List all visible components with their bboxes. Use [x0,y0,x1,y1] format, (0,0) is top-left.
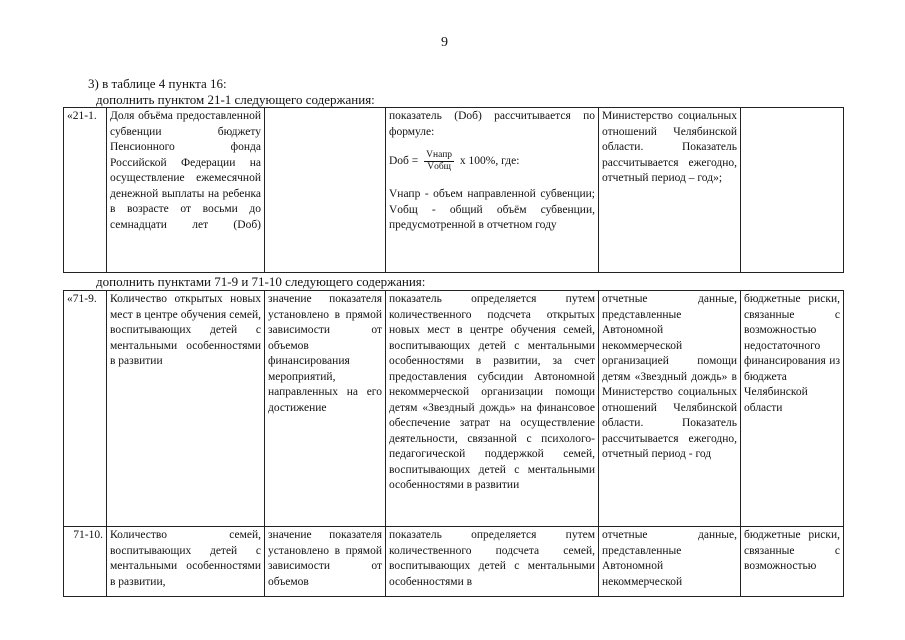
amendment-heading: 3) в таблице 4 пункта 16: [88,76,227,91]
formula-lhs: Dоб = [389,155,419,168]
formula-rhs: x 100%, где: [459,155,520,168]
indicator-name: Количество открытых новых мест в центре обучения семей, воспитывающих детей с ментальными особенностями в развитии [107,291,265,527]
empty-cell [265,108,386,273]
page-number: 9 [441,35,448,50]
calculation-method [386,108,599,273]
item-number: «71-9. [64,291,107,527]
table-row [64,108,844,273]
amendment-instruction-1: дополнить пунктом 21-1 следующего содержания: [96,92,375,107]
variable-definition-2: Vобщ - общий объём субвенции, предусмотренной в отчетном году [389,203,595,231]
formula [389,150,595,173]
data-source: Министерство социальных отношений Челябинской области. Показатель рассчитывается ежегодно, отчетный период – год»; [599,108,741,273]
indicator-relation: значение показателя установлено в прямой зависимости от объемов [265,527,386,597]
risks: бюджетные риски, связанные с возможностью недостаточного финансирования из бюджета Челябинской области [741,291,844,527]
data-source: отчетные данные, представленные Автономной некоммерческой [599,527,741,597]
risks: бюджетные риски, связанные с возможностью [741,527,844,597]
indicator-relation: значение показателя установлено в прямой зависимости от объемов финансирования мероприятий, направленных на его достижение [265,291,386,527]
item-number: 71-10. [64,527,107,597]
formula-fraction [424,150,454,173]
calculation-method: показатель определяется путем количественного подсчета семей, воспитывающих детей с ментальными особенностями в [386,527,599,597]
calculation-method: показатель определяется путем количественного подсчета открытых новых мест в центре обучения семей, воспитывающих детей с ментальными особенностями в развитии, за счет предоставления субсидии Автономной некоммерческой организации помощи детям «Звездный дождь» на финансовое обеспечение затрат на осуществление деятельности, связанной с психолого-педагогической поддержкой семей, воспитывающих детей с ментальными особенностями в развитии [386,291,599,527]
table-items-71 [63,290,844,597]
formula-numerator: Vнапр [426,150,453,160]
table-item-21-1 [63,107,844,273]
formula-denominator: Vобщ [427,162,451,172]
table-row [64,527,844,597]
empty-cell [741,108,844,273]
item-number: «21-1. [64,108,107,273]
indicator-name: Доля объёма предоставленной субвенции бюджету Пенсионного фонда Российской Федерации на осуществление ежемесячной денежной выплаты на ребенка в возрасте от восьми до семнадцати лет (Dоб) [107,108,265,273]
method-intro: показатель (Dоб) рассчитывается по формуле: [389,110,595,138]
amendment-instruction-2: дополнить пунктами 71-9 и 71-10 следующего содержания: [96,274,426,289]
data-source: отчетные данные, представленные Автономной некоммерческой организацией помощи детям «Звездный дождь» в Министерство социальных отношений Челябинской области. Показатель рассчитывается ежегодно, отчетный период - год [599,291,741,527]
variable-definition-1: Vнапр - объем направленной субвенции; [389,188,595,200]
indicator-name: Количество семей, воспитывающих детей с ментальными особенностями в развитии, [107,527,265,597]
table-row [64,291,844,527]
